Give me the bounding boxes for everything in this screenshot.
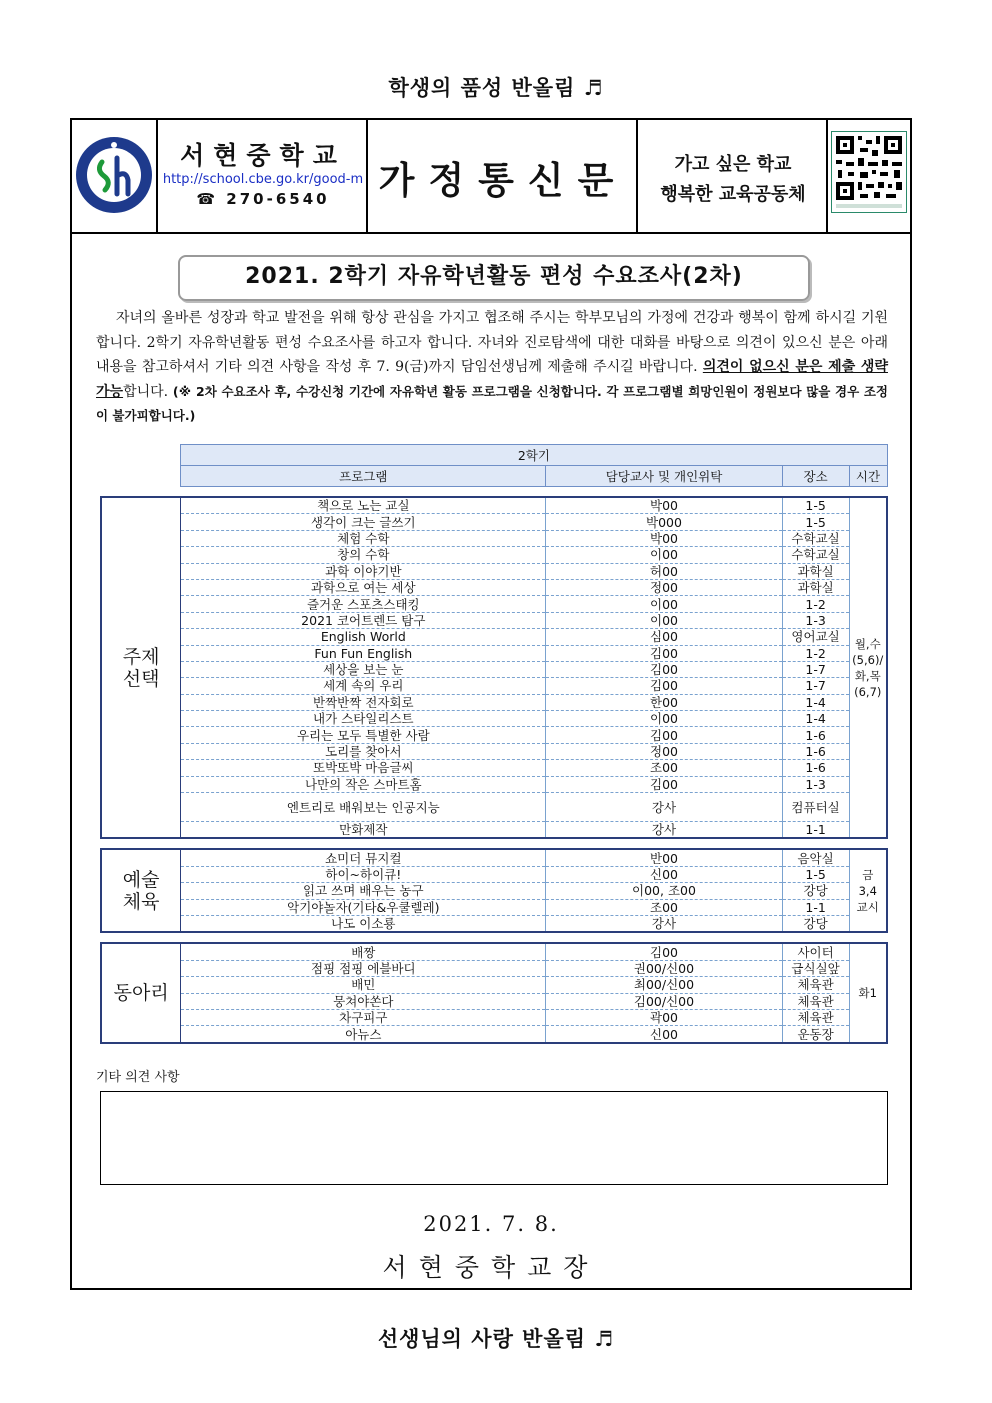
teacher-cell: 조00 <box>546 899 782 915</box>
col-teacher-header: 담당교사 및 개인위탁 <box>546 466 782 487</box>
place-cell: 1-6 <box>782 727 849 743</box>
etc-opinion-field[interactable] <box>100 1091 888 1185</box>
school-phone: ☎ 270-6540 <box>196 190 330 208</box>
section-time: 금 3,4 교시 <box>849 849 887 932</box>
teacher-cell: 신00 <box>546 866 782 882</box>
place-cell: 과학실 <box>782 563 849 579</box>
teacher-cell: 박00 <box>546 530 782 546</box>
issue-date: 2021. 7. 8. <box>423 1212 559 1236</box>
teacher-cell: 이00 <box>546 547 782 563</box>
teacher-cell: 조00 <box>546 760 782 776</box>
table-row <box>101 776 887 792</box>
table-row <box>101 822 887 839</box>
slogan-line-2: 행복한 교육공동체 <box>660 184 806 205</box>
table-row <box>101 1026 887 1043</box>
table-row <box>101 629 887 645</box>
teacher-cell: 신00 <box>546 1026 782 1043</box>
table-row <box>101 915 887 932</box>
program-cell: 엔트리로 배워보는 인공지능 <box>181 793 546 822</box>
program-cell: 나만의 작은 스마트홈 <box>181 776 546 792</box>
slogan-cell <box>638 120 828 232</box>
table-row <box>101 497 887 514</box>
section-label: 동아리 <box>101 943 181 1042</box>
newsletter-header <box>72 120 910 234</box>
section-label: 주제 선택 <box>101 497 181 838</box>
place-cell: 1-6 <box>782 760 849 776</box>
place-cell: 수학교실 <box>782 530 849 546</box>
teacher-cell: 정00 <box>546 743 782 759</box>
logo-cell <box>72 120 158 232</box>
program-cell: Fun Fun English <box>181 645 546 661</box>
program-cell: 세계 속의 우리 <box>181 678 546 694</box>
table-row <box>101 678 887 694</box>
col-place-header: 장소 <box>782 466 849 487</box>
principal-signature: 서현중학교장 <box>382 1253 600 1282</box>
place-cell: 강당 <box>782 915 849 932</box>
teacher-cell: 이00 <box>546 596 782 612</box>
table-row <box>101 596 887 612</box>
school-logo-icon <box>72 120 158 232</box>
table-row <box>101 563 887 579</box>
program-cell: 만화제작 <box>181 822 546 839</box>
program-cell: English World <box>181 629 546 645</box>
program-cell: 뭉쳐야쏜다 <box>181 993 546 1009</box>
program-cell: 읽고 쓰며 배우는 농구 <box>181 883 546 899</box>
program-cell: 쇼미더 뮤지컬 <box>181 849 546 866</box>
table-row <box>101 793 887 822</box>
place-cell: 수학교실 <box>782 547 849 563</box>
table-row <box>101 943 887 960</box>
table-row <box>101 1009 887 1025</box>
program-cell: 배짱 <box>181 943 546 960</box>
program-cell: 반짝반짝 전자회로 <box>181 694 546 710</box>
intro-note: (※ 2차 수요조사 후, 수강신청 기간에 자유학년 활동 프로그램을 신청합니다. 각 프로그램별 희망인원이 정원보다 많을 경우 조정이 불가피합니다.) <box>96 383 888 423</box>
teacher-cell: 김00/신00 <box>546 993 782 1009</box>
place-cell: 컴퓨터실 <box>782 793 849 822</box>
program-cell: 과학으로 여는 세상 <box>181 579 546 595</box>
place-cell: 체육관 <box>782 977 849 993</box>
program-cell: 세상을 보는 눈 <box>181 661 546 677</box>
place-cell: 1-4 <box>782 711 849 727</box>
place-cell: 1-2 <box>782 596 849 612</box>
intro-paragraph <box>96 306 888 429</box>
place-cell: 1-7 <box>782 661 849 677</box>
table-row <box>101 530 887 546</box>
teacher-cell: 허00 <box>546 563 782 579</box>
section-label: 예술 체육 <box>101 849 181 932</box>
teacher-cell: 최00/신00 <box>546 977 782 993</box>
place-cell: 1-6 <box>782 743 849 759</box>
program-cell: 하이~하이큐! <box>181 866 546 882</box>
place-cell: 1-3 <box>782 612 849 628</box>
program-cell: 아뉴스 <box>181 1026 546 1043</box>
teacher-cell: 강사 <box>546 793 782 822</box>
teacher-cell: 권00/신00 <box>546 960 782 976</box>
teacher-cell: 김00 <box>546 645 782 661</box>
teacher-cell: 강사 <box>546 915 782 932</box>
teacher-cell: 김00 <box>546 678 782 694</box>
top-motto: 학생의 품성 반올림 ♬ <box>388 75 604 100</box>
program-cell: 도리를 찾아서 <box>181 743 546 759</box>
program-cell: 창의 수학 <box>181 547 546 563</box>
table-row <box>101 960 887 976</box>
teacher-cell: 심00 <box>546 629 782 645</box>
slogan-line-1: 가고 싶은 학교 <box>674 154 792 175</box>
table-row <box>101 866 887 882</box>
qr-cell <box>828 120 910 232</box>
place-cell: 1-4 <box>782 694 849 710</box>
program-cell: 점핑 점핑 에블바디 <box>181 960 546 976</box>
teacher-cell: 정00 <box>546 579 782 595</box>
program-cell: 책으로 노는 교실 <box>181 497 546 514</box>
place-cell: 사이터 <box>782 943 849 960</box>
place-cell: 1-1 <box>782 822 849 839</box>
doc-title: 가정통신문 <box>378 158 628 202</box>
table-row <box>101 883 887 899</box>
semester-header: 2학기 <box>181 445 887 466</box>
place-cell: 1-3 <box>782 776 849 792</box>
place-cell: 1-7 <box>782 678 849 694</box>
place-cell: 1-2 <box>782 645 849 661</box>
teacher-cell: 반00 <box>546 849 782 866</box>
newsletter-frame <box>70 118 912 1290</box>
intro-text: 자녀의 올바른 성장과 학교 발전을 위해 항상 관심을 가지고 협조해 주시는 학부모님의 가정에 건강과 행복이 함께 하시길 기원합니다. 2학기 자유학년활동 편성 수요조사를 하고자 합니다. 자녀와 진로탐색에 대한 대화를 바탕으로 의견이 있으신 분은 아래 내용을 참고하셔서 기타 의견 사항을 작성 후 7. 9(금)까지 담임선생님께 제출해 주시길 바랍니다. <box>96 310 888 375</box>
teacher-cell: 김00 <box>546 661 782 677</box>
program-cell: 우리는 모두 특별한 사람 <box>181 727 546 743</box>
table-row <box>101 899 887 915</box>
teacher-cell: 곽00 <box>546 1009 782 1025</box>
table-row <box>101 849 887 866</box>
table-row <box>101 579 887 595</box>
program-table <box>100 444 888 1044</box>
school-url-link[interactable]: http://school.cbe.go.kr/good-m <box>162 172 364 187</box>
col-time-header: 시간 <box>849 466 887 487</box>
qr-code-icon <box>831 131 907 213</box>
table-row <box>101 661 887 677</box>
col-program-header: 프로그램 <box>181 466 546 487</box>
teacher-cell: 이00 <box>546 612 782 628</box>
survey-title: 2021. 2학기 자유학년활동 편성 수요조사(2차) <box>178 255 810 301</box>
table-row <box>101 711 887 727</box>
teacher-cell: 이00 <box>546 711 782 727</box>
place-cell: 과학실 <box>782 579 849 595</box>
section-time: 화1 <box>849 943 887 1042</box>
place-cell: 체육관 <box>782 1009 849 1025</box>
table-row <box>101 993 887 1009</box>
school-name: 서현중학교 <box>180 141 346 170</box>
table-row <box>101 694 887 710</box>
program-cell: 즐거운 스포츠스태킹 <box>181 596 546 612</box>
program-cell: 또박또박 마음글씨 <box>181 760 546 776</box>
program-cell: 과학 이야기반 <box>181 563 546 579</box>
place-cell: 음악실 <box>782 849 849 866</box>
place-cell: 운동장 <box>782 1026 849 1043</box>
place-cell: 급식실앞 <box>782 960 849 976</box>
teacher-cell: 박000 <box>546 514 782 530</box>
place-cell: 1-5 <box>782 514 849 530</box>
program-cell: 생각이 크는 글쓰기 <box>181 514 546 530</box>
table-row <box>101 612 887 628</box>
program-cell: 체험 수학 <box>181 530 546 546</box>
section-time: 월,수 (5,6)/ 화,목 (6,7) <box>849 497 887 838</box>
table-row <box>101 547 887 563</box>
teacher-cell: 이00, 조00 <box>546 883 782 899</box>
table-row <box>101 760 887 776</box>
program-cell: 배민 <box>181 977 546 993</box>
etc-label: 기타 의견 사항 <box>96 1070 180 1085</box>
program-cell: 나도 이소룡 <box>181 915 546 932</box>
title-cell <box>368 120 638 232</box>
table-row <box>101 977 887 993</box>
program-cell: 내가 스타일리스트 <box>181 711 546 727</box>
place-cell: 영어교실 <box>782 629 849 645</box>
table-row <box>101 514 887 530</box>
place-cell: 1-5 <box>782 497 849 514</box>
place-cell: 체육관 <box>782 993 849 1009</box>
teacher-cell: 김00 <box>546 776 782 792</box>
place-cell: 1-1 <box>782 899 849 915</box>
program-cell: 악기야놀자(기타&우쿨렐레) <box>181 899 546 915</box>
place-cell: 강당 <box>782 883 849 899</box>
teacher-cell: 김00 <box>546 943 782 960</box>
bottom-motto: 선생님의 사랑 반올림 ♬ <box>377 1326 615 1351</box>
teacher-cell: 한00 <box>546 694 782 710</box>
program-cell: 2021 코어트렌드 탐구 <box>181 612 546 628</box>
program-cell: 차구피구 <box>181 1009 546 1025</box>
place-cell: 1-5 <box>782 866 849 882</box>
intro-text-end: 합니다. <box>123 383 169 400</box>
teacher-cell: 강사 <box>546 822 782 839</box>
table-row <box>101 743 887 759</box>
table-row <box>101 645 887 661</box>
teacher-cell: 박00 <box>546 497 782 514</box>
teacher-cell: 김00 <box>546 727 782 743</box>
school-info-cell <box>158 120 368 232</box>
intro-underline: 의견이 없으신 분은 제출 생략 가능 <box>96 359 888 400</box>
table-row <box>101 727 887 743</box>
